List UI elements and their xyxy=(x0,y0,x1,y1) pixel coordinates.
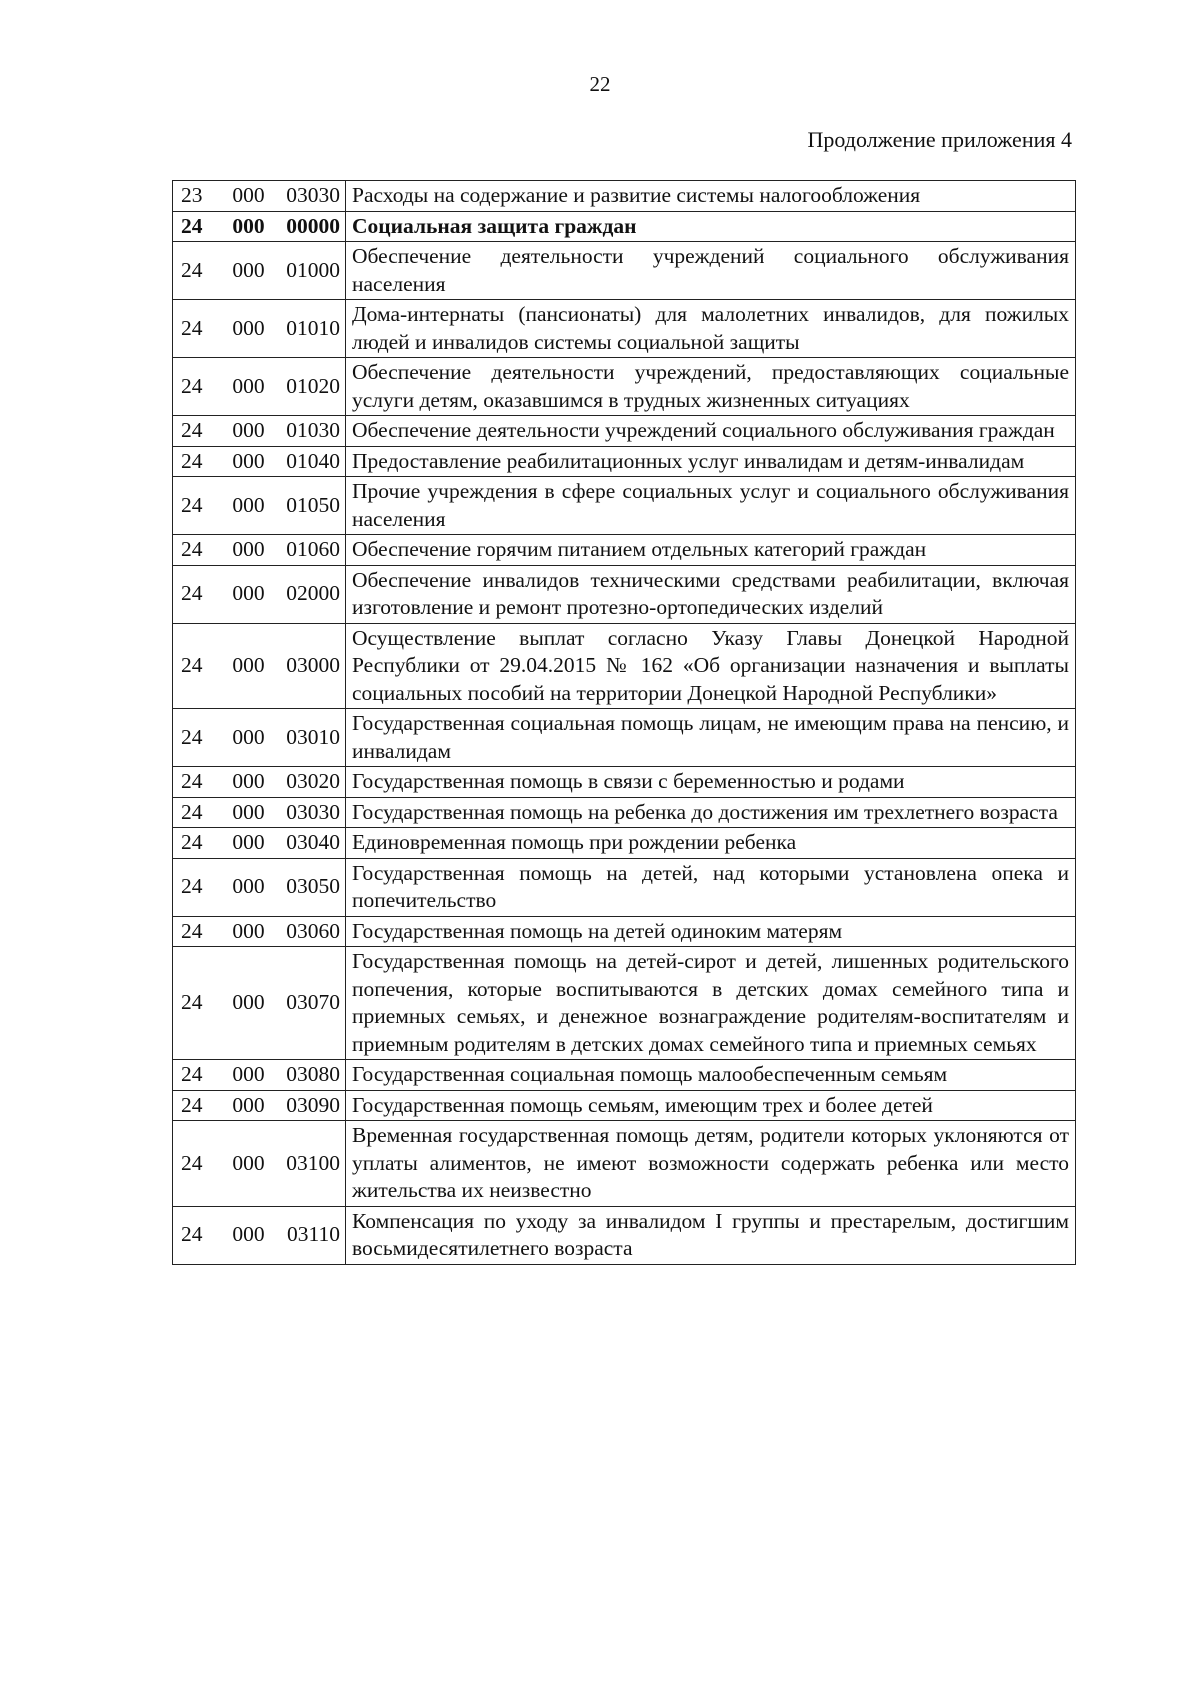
code-part-c3: 03100 xyxy=(286,1150,340,1175)
code-part-c2: 000 xyxy=(232,257,265,282)
table-row xyxy=(173,446,1076,477)
code-part-c3: 01040 xyxy=(286,448,340,473)
code-part-c3: 03030 xyxy=(286,799,340,824)
table-row xyxy=(173,916,1076,947)
code-part-c2: 000 xyxy=(232,1092,265,1117)
code-part-c1: 24 xyxy=(181,257,203,282)
description-cell: Обеспечение инвалидов техническими средствами реабилитации, включая изготовление и ремонт протезно-ортопедических изделий xyxy=(346,565,1076,623)
code-cell xyxy=(173,1090,346,1121)
description-cell: Государственная социальная помощь лицам, не имеющим права на пенсию, и инвалидам xyxy=(346,709,1076,767)
code-parts xyxy=(181,182,340,210)
description-cell: Государственная помощь семьям, имеющим трех и более детей xyxy=(346,1090,1076,1121)
code-part-c1: 24 xyxy=(181,581,203,606)
description-cell: Временная государственная помощь детям, родители которых уклоняются от уплаты алиментов, не имеют возможности содержать ребенка или место жительства их неизвестно xyxy=(346,1121,1076,1207)
code-part-c3: 01030 xyxy=(286,418,340,442)
code-part-c3: 03110 xyxy=(287,1222,340,1247)
table-row xyxy=(173,1060,1076,1091)
code-parts xyxy=(181,580,340,608)
code-part-c1: 24 xyxy=(181,1222,203,1247)
description-cell: Прочие учреждения в сфере социальных услуг и социального обслуживания населения xyxy=(346,477,1076,535)
description-cell: Единовременная помощь при рождении ребенка xyxy=(346,828,1076,859)
table-row xyxy=(173,300,1076,358)
appendix-continuation-label: Продолжение приложения 4 xyxy=(807,127,1072,152)
table-body xyxy=(173,181,1076,1265)
code-parts xyxy=(181,492,340,520)
code-parts xyxy=(181,1092,340,1120)
code-cell xyxy=(173,767,346,798)
code-parts xyxy=(181,799,340,827)
code-cell xyxy=(173,477,346,535)
code-cell xyxy=(173,242,346,300)
code-parts xyxy=(181,918,340,946)
code-part-c3: 03080 xyxy=(286,1062,340,1086)
table-row xyxy=(173,1121,1076,1207)
code-parts xyxy=(181,1150,340,1178)
code-parts xyxy=(181,213,340,241)
code-part-c3: 03060 xyxy=(286,918,340,943)
description-cell: Обеспечение деятельности учреждений, предоставляющих социальные услуги детям, оказавшимся в трудных жизненных ситуациях xyxy=(346,358,1076,416)
code-part-c3: 03000 xyxy=(286,653,340,677)
code-part-c3: 03010 xyxy=(286,724,340,749)
description-cell: Обеспечение горячим питанием отдельных категорий граждан xyxy=(346,535,1076,566)
code-part-c1: 24 xyxy=(181,769,203,793)
code-cell xyxy=(173,947,346,1060)
code-part-c1: 24 xyxy=(181,799,203,824)
code-parts xyxy=(181,448,340,476)
code-part-c1: 24 xyxy=(181,418,203,442)
code-part-c1: 24 xyxy=(181,448,203,473)
code-part-c3: 01020 xyxy=(286,373,340,398)
table-row xyxy=(173,767,1076,798)
code-parts xyxy=(181,257,340,285)
description-cell: Дома-интернаты (пансионаты) для малолетних инвалидов, для пожилых людей и инвалидов системы социальной защиты xyxy=(346,300,1076,358)
code-part-c3: 00000 xyxy=(286,213,340,238)
code-part-c2: 000 xyxy=(232,724,265,749)
code-parts xyxy=(181,417,340,445)
code-part-c3: 01010 xyxy=(286,315,340,340)
description-cell: Государственная социальная помощь малообеспеченным семьям xyxy=(346,1060,1076,1091)
code-part-c3: 01060 xyxy=(286,537,340,561)
code-part-c1: 24 xyxy=(181,653,203,677)
code-part-c2: 000 xyxy=(232,653,265,677)
description-cell: Государственная помощь на ребенка до достижения им трехлетнего возраста xyxy=(346,797,1076,828)
description-cell: Осуществление выплат согласно Указу Главы Донецкой Народной Республики от 29.04.2015 № 162 «Об организации назначения и выплаты социальных пособий на территории Донецкой Народной Республики» xyxy=(346,623,1076,709)
code-part-c1: 24 xyxy=(181,315,203,340)
table-row xyxy=(173,181,1076,212)
code-part-c2: 000 xyxy=(232,874,265,899)
code-part-c1: 24 xyxy=(181,830,203,854)
code-part-c2: 000 xyxy=(232,1150,265,1175)
code-part-c3: 03030 xyxy=(286,183,340,207)
code-part-c2: 000 xyxy=(232,990,265,1015)
table-row xyxy=(173,1206,1076,1264)
code-parts xyxy=(181,989,340,1017)
code-cell xyxy=(173,797,346,828)
code-part-c1: 24 xyxy=(181,1062,203,1086)
table-row xyxy=(173,623,1076,709)
table-row xyxy=(173,477,1076,535)
code-cell xyxy=(173,858,346,916)
code-part-c1: 24 xyxy=(181,1150,203,1175)
code-part-c1: 24 xyxy=(181,213,203,238)
description-cell: Расходы на содержание и развитие системы налогообложения xyxy=(346,181,1076,212)
code-part-c1: 23 xyxy=(181,183,203,207)
description-cell: Компенсация по уходу за инвалидом I группы и престарелым, достигшим восьмидесятилетнего возраста xyxy=(346,1206,1076,1264)
code-part-c2: 000 xyxy=(232,799,265,824)
code-part-c3: 02000 xyxy=(286,581,340,606)
table-row xyxy=(173,797,1076,828)
code-cell xyxy=(173,300,346,358)
table-row xyxy=(173,416,1076,447)
code-cell xyxy=(173,623,346,709)
code-part-c1: 24 xyxy=(181,990,203,1015)
code-part-c1: 24 xyxy=(181,537,203,561)
description-cell: Обеспечение деятельности учреждений социального обслуживания граждан xyxy=(346,416,1076,447)
code-cell xyxy=(173,709,346,767)
code-parts xyxy=(181,1221,340,1249)
table-row xyxy=(173,565,1076,623)
description-cell: Государственная помощь на детей одиноким матерям xyxy=(346,916,1076,947)
table-row xyxy=(173,211,1076,242)
code-cell xyxy=(173,211,346,242)
code-parts xyxy=(181,652,340,680)
code-part-c2: 000 xyxy=(232,448,265,473)
table-row xyxy=(173,242,1076,300)
code-part-c2: 000 xyxy=(232,183,265,207)
code-part-c2: 000 xyxy=(232,315,265,340)
code-part-c3: 03050 xyxy=(286,874,340,899)
description-cell: Обеспечение деятельности учреждений социального обслуживания населения xyxy=(346,242,1076,300)
code-part-c2: 000 xyxy=(232,769,265,793)
code-part-c1: 24 xyxy=(181,874,203,899)
code-part-c2: 000 xyxy=(232,418,265,442)
code-part-c3: 03070 xyxy=(286,990,340,1015)
code-part-c2: 000 xyxy=(232,213,265,238)
table-row xyxy=(173,947,1076,1060)
code-part-c2: 000 xyxy=(232,581,265,606)
code-part-c2: 000 xyxy=(232,830,265,854)
table-row xyxy=(173,535,1076,566)
code-cell xyxy=(173,181,346,212)
code-parts xyxy=(181,768,340,796)
code-cell xyxy=(173,416,346,447)
code-parts xyxy=(181,1061,340,1089)
code-cell xyxy=(173,446,346,477)
code-part-c2: 000 xyxy=(232,1062,265,1086)
description-cell: Социальная защита граждан xyxy=(346,211,1076,242)
description-cell: Государственная помощь в связи с беременностью и родами xyxy=(346,767,1076,798)
code-part-c3: 03040 xyxy=(286,830,340,854)
code-parts xyxy=(181,536,340,564)
code-cell xyxy=(173,1060,346,1091)
code-cell xyxy=(173,828,346,859)
table-row xyxy=(173,1090,1076,1121)
code-cell xyxy=(173,535,346,566)
code-part-c2: 000 xyxy=(232,373,265,398)
code-part-c3: 03020 xyxy=(286,769,340,793)
code-parts xyxy=(181,829,340,857)
code-parts xyxy=(181,724,340,752)
code-part-c3: 01050 xyxy=(286,492,340,517)
code-part-c2: 000 xyxy=(232,918,265,943)
code-parts xyxy=(181,373,340,401)
code-part-c3: 03090 xyxy=(286,1092,340,1117)
code-cell xyxy=(173,358,346,416)
code-parts xyxy=(181,315,340,343)
code-part-c3: 01000 xyxy=(286,257,340,282)
code-part-c2: 000 xyxy=(232,1222,265,1247)
code-part-c2: 000 xyxy=(232,537,265,561)
budget-classification-table xyxy=(172,180,1076,1265)
code-part-c1: 24 xyxy=(181,492,203,517)
page-number: 22 xyxy=(589,72,611,96)
table-row xyxy=(173,858,1076,916)
description-cell: Предоставление реабилитационных услуг инвалидам и детям-инвалидам xyxy=(346,446,1076,477)
description-cell: Государственная помощь на детей, над которыми установлена опека и попечительство xyxy=(346,858,1076,916)
code-part-c1: 24 xyxy=(181,724,203,749)
table-row xyxy=(173,828,1076,859)
code-cell xyxy=(173,565,346,623)
code-part-c1: 24 xyxy=(181,918,203,943)
code-cell xyxy=(173,916,346,947)
table-row xyxy=(173,709,1076,767)
table-row xyxy=(173,358,1076,416)
code-parts xyxy=(181,873,340,901)
code-cell xyxy=(173,1121,346,1207)
code-part-c1: 24 xyxy=(181,373,203,398)
code-part-c1: 24 xyxy=(181,1092,203,1117)
code-cell xyxy=(173,1206,346,1264)
description-cell: Государственная помощь на детей-сирот и детей, лишенных родительского попечения, которые воспитываются в детских домах семейного типа и приемных семьях, и денежное вознаграждение родителям-воспитателям и приемным родителям в детских домах семейного типа и приемных семьях xyxy=(346,947,1076,1060)
code-part-c2: 000 xyxy=(232,492,265,517)
